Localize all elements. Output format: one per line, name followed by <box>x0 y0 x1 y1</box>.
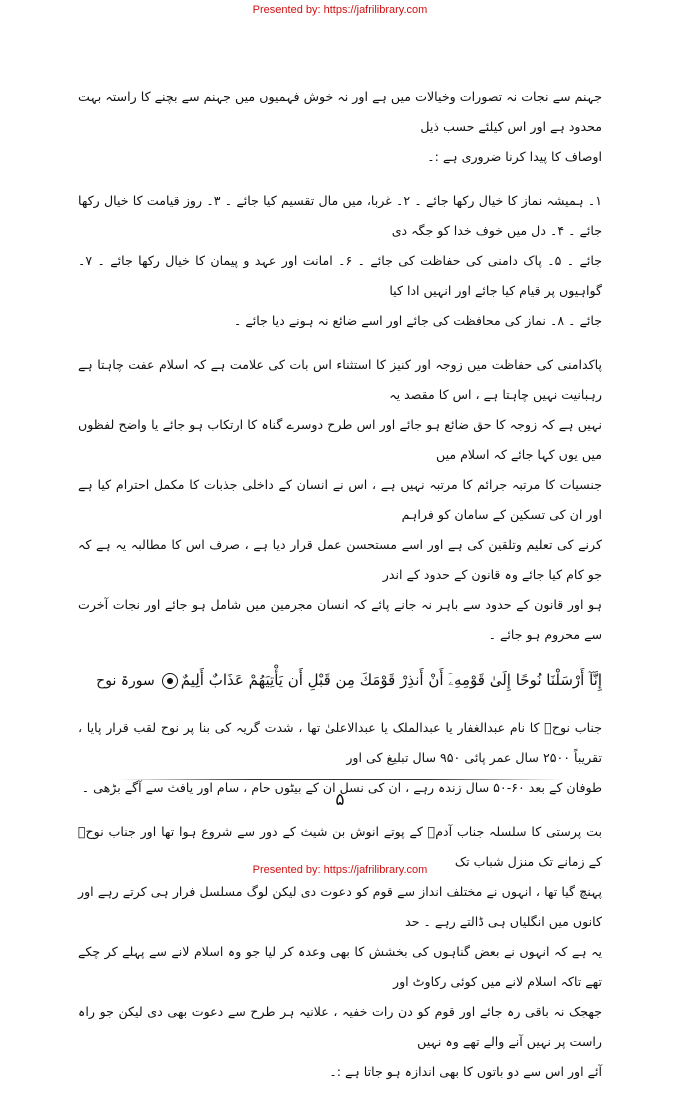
text-line: آئے اور اس سے دو باتوں کا بھی اندازہ ہو جاتا ہے :۔ <box>329 1064 602 1079</box>
page-number: ۵ <box>335 790 345 810</box>
text-line: پاکدامنی کی حفاظت میں زوجہ اور کنیز کا استثناء اس بات کی علامت ہے کہ اسلام عفت چاہتا ہے رہبانیت نہیں چاہتا ہے ، اس کا مقصد یہ <box>78 357 602 402</box>
text-line: نہیں ہے کہ زوجہ کا حق ضائع ہو جائے اور اس طرح دوسرے گناہ کا ارتکاب ہو جائے یا واضح لفظوں میں یوں کہا جائے کہ اسلام میں <box>78 417 602 462</box>
text-line: طوفان کے بعد ۶۰-۵۰ سال زندہ رہے ، ان کی نسل ان کے بیٹوں حام ، سام اور یافث سے آگے بڑھی ۔ <box>81 780 602 795</box>
ayah-end-icon <box>162 673 178 689</box>
text-line: یہ ہے کہ انہوں نے بعض گناہوں کی بخشش کا بھی وعدہ کر لیا جو وہ اسلام لانے سے پہلے کر چکے تھے تاکہ اسلام لانے میں کوئی رکاوٹ اور <box>78 944 602 989</box>
paragraph-idolatry <box>78 817 602 1087</box>
text-line: جھجک نہ باقی رہ جائے اور قوم کو دن رات خفیہ ، علانیہ ہر طرح سے دعوت بھی دی لیکن جو راہ راست پر نہیں آنے والے تھے وہ نہیں <box>78 1004 602 1049</box>
paragraph-chastity <box>78 350 602 650</box>
text-line: جہنم سے نجات نہ تصورات وخیالات میں ہے اور نہ خوش فہمیوں میں جہنم سے بچنے کا راستہ بہت محدود ہے اور اس کیلئے حسب ذیل <box>78 89 602 134</box>
paragraph-qualities-list <box>78 186 602 336</box>
text-line: جناب نوحؑ کا نام عبدالغفار یا عبدالملک یا عبدالاعلیٰ تھا ، شدت گریہ کی بنا پر نوح لقب قرار پایا ، تقریباً ۲۵۰۰ سال عمر پائی ۹۵۰ سال تبلیغ کی اور <box>78 720 602 765</box>
presented-by-header: Presented by: https://jafrilibrary.com <box>252 4 428 16</box>
text-line: جائے ۔ ۸۔ نماز کی محافظت کی جائے اور اسے ضائع نہ ہونے دیا جائے ۔ <box>233 313 602 328</box>
text-line: پہنچ گیا تھا ، انہوں نے مختلف انداز سے قوم کو دعوت دی لیکن لوگ مسلسل فرار ہی کرتے رہے اور کانوں میں انگلیاں ہی ڈالتے رہے ۔ حد <box>78 884 602 929</box>
text-line: ہو اور قانون کے حدود سے باہر نہ جانے پائے کہ انسان مجرمین میں شامل ہو جائے اور نجات آخرت سے محروم ہو جائے ۔ <box>78 597 602 642</box>
paragraph-intro <box>78 82 602 172</box>
text-line: جنسیات کا مرتبہ جرائم کا مرتبہ نہیں ہے ، اس نے انسان کے داخلی جذبات کا مکمل احترام کیا ہے اور ان کی تسکین کے سامان کو فراہم <box>78 477 602 522</box>
text-line: کرنے کی تعلیم وتلقین کی ہے اور اسے مستحسن عمل قرار دیا ہے ، صرف اس کا مطالبہ یہ ہے کہ جو کام کیا جائے وہ قانون کے حدود کے اندر <box>78 537 602 582</box>
presented-by-footer: Presented by: https://jafrilibrary.com <box>252 864 428 876</box>
page-body <box>78 82 602 1101</box>
text-line: جائے ۔ ۵۔ پاک دامنی کی حفاظت کی جائے ۔ ۶۔ امانت اور عہد و پیمان کا خیال رکھا جائے ۔ ۷۔ گواہیوں پر قیام کیا جائے اور انہیں ادا کیا <box>78 253 602 298</box>
quran-verse <box>78 664 602 697</box>
text-line: بت پرستی کا سلسلہ جناب آدمؑ کے پوتے انوش بن شیث کے دور سے شروع ہوا تھا اور جناب نوحؑ کے زمانے تک منزل شباب تک <box>78 824 602 869</box>
text-line: اوصاف کا پیدا کرنا ضروری ہے :۔ <box>427 149 602 164</box>
footer-divider <box>118 779 562 780</box>
text-line: ۱۔ ہمیشہ نماز کا خیال رکھا جائے ۔ ۲۔ غربا، میں مال تقسیم کیا جائے ۔ ۳۔ روز قیامت کا خیال رکھا جائے ۔ ۴۔ دل میں خوف خدا کو جگہ دی <box>78 193 602 238</box>
surah-name: سورۃ نوح <box>96 673 155 689</box>
verse-text: إِنَّآ أَرْسَلْنَا نُوحًا إِلَىٰ قَوْمِهِۦٓ أَنْ أَنذِرْ قَوْمَكَ مِن قَبْلِ أَن يَأْتِيَهُمْ عَذَابٌ أَلِيمٌ <box>180 671 602 689</box>
